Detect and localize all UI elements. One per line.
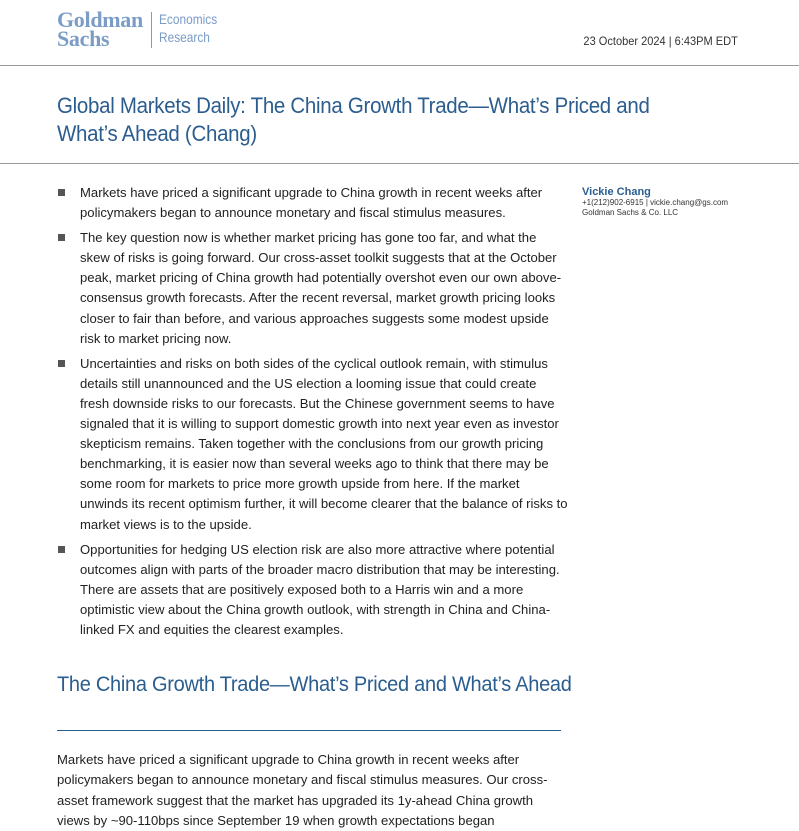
key-point-text: Uncertainties and risks on both sides of the cyclical outlook remain, with stimulus details still unannounced and the US election a looming issue that could create fresh downside risks to our forecasts. But the Chinese government seems to have signaled that it is willing to support domestic growth into next year even as investor skepticism remains. Taken together with the conclusions from our growth pricing benchmarking, it is easier now than several weeks ago to think that there may be some room for markets to price more growth upside from here. If the market unwinds its recent optimism further, it will become clearer that the balance of risks to market views is to the upside. bbox=[80, 355, 568, 532]
report-title-line: What’s Ahead (Chang) bbox=[57, 121, 257, 146]
author-name[interactable]: Vickie Chang bbox=[582, 186, 651, 198]
key-points-list bbox=[57, 183, 569, 645]
logo-word-goldman: Goldman bbox=[57, 7, 143, 32]
key-point bbox=[57, 540, 569, 640]
square-bullet-icon bbox=[58, 546, 65, 553]
key-point-text: The key question now is whether market pricing has gone too far, and what the skew of risks is going forward. Our cross-asset toolkit suggests that at the October peak, market pricing of China growth had potentially overshot even our own above-consensus growth forecasts. After the recent reversal, market growth pricing looks closer to fair than before, and various approaches suggests some modest upside risk to market pricing now. bbox=[80, 230, 562, 346]
logo-word-sachs: Sachs bbox=[57, 26, 110, 51]
square-bullet-icon bbox=[58, 189, 65, 196]
goldman-sachs-logo bbox=[57, 7, 227, 51]
header-rule bbox=[0, 65, 799, 66]
key-point bbox=[57, 228, 569, 349]
square-bullet-icon bbox=[58, 360, 65, 367]
author-contact[interactable]: +1(212)902-6915 | vickie.chang@gs.com bbox=[582, 198, 729, 207]
division-line-1: Economics bbox=[158, 11, 218, 27]
square-bullet-icon bbox=[58, 234, 65, 241]
division-name bbox=[159, 10, 227, 46]
key-point-text: Markets have priced a significant upgrade to China growth in recent weeks after policymakers began to announce monetary and fiscal stimulus measures. bbox=[80, 185, 543, 221]
section-heading: The China Growth Trade—What’s Priced and What’s Ahead bbox=[57, 672, 572, 696]
author-block bbox=[582, 186, 782, 218]
publication-dateline: 23 October 2024 | 6:43PM EDT bbox=[583, 34, 738, 48]
key-point bbox=[57, 354, 569, 535]
report-title-line: Global Markets Daily: The China Growth Trade—What’s Priced and bbox=[57, 93, 650, 118]
author-firm: Goldman Sachs & Co. LLC bbox=[582, 208, 679, 217]
section-rule bbox=[57, 730, 561, 731]
logo-wordmark bbox=[57, 7, 143, 51]
division-line-2: Research bbox=[158, 29, 210, 45]
key-point bbox=[57, 183, 569, 223]
key-point-text: Opportunities for hedging US election risk are also more attractive where potential outcomes align with parts of the broader macro distribution that may be interesting. There are assets that are positively exposed both to a Harris win and a more optimistic view about the China growth outlook, with strength in China and China-linked FX and equities the clearest examples. bbox=[80, 541, 560, 637]
report-title bbox=[57, 92, 652, 148]
section-body-paragraph: Markets have priced a significant upgrade to China growth in recent weeks after policymakers began to announce monetary and fiscal stimulus measures. Our cross-asset framework suggest that the market has upgraded its 1y-ahead China growth views by ~90-110bps since September 19 when growth expectations began bbox=[57, 752, 548, 828]
title-rule bbox=[0, 163, 799, 164]
logo-divider bbox=[151, 12, 152, 48]
